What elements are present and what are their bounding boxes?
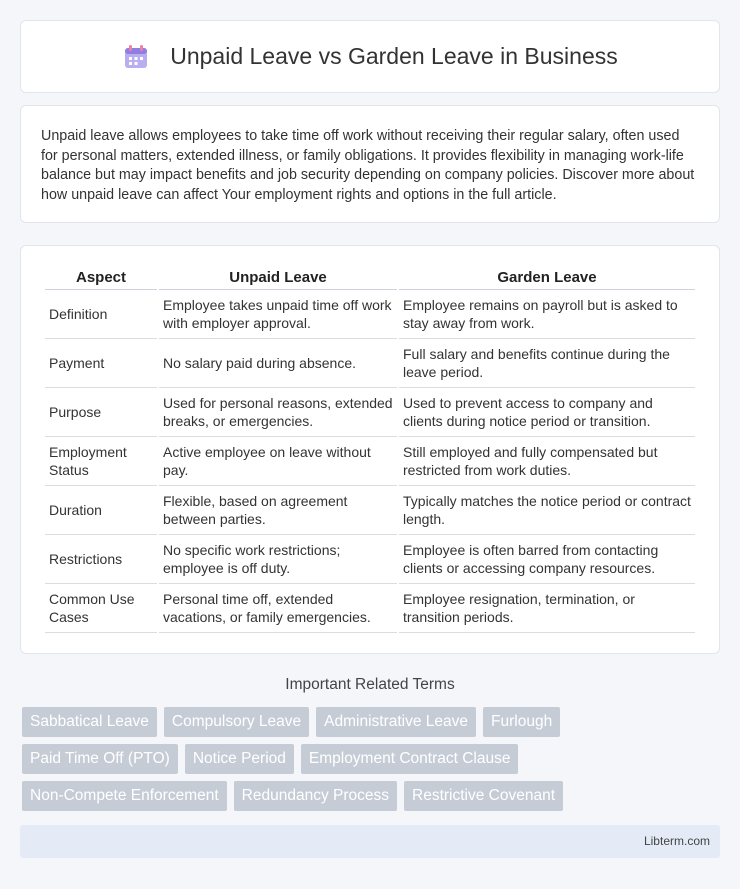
table-row <box>45 437 695 486</box>
table-row <box>45 388 695 437</box>
intro-text: Unpaid leave allows employees to take time off work without receiving their regular salary, often used for personal matters, extended illness, or family obligations. It provides flexibility in managing work-life balance but may impact benefits and job security depending on company policies. Discover more about how unpaid leave can affect Your employment rights and options in the full article. <box>41 128 695 203</box>
table-row <box>45 290 695 339</box>
aspect-cell: Purpose <box>45 388 157 437</box>
related-term-tag[interactable]: Furlough <box>483 707 560 737</box>
aspect-cell: Common Use Cases <box>45 584 157 633</box>
unpaid-leave-cell: Used for personal reasons, extended breaks, or emergencies. <box>159 388 397 437</box>
intro-card <box>20 105 720 223</box>
calendar-icon <box>122 43 150 71</box>
comparison-table <box>43 262 697 633</box>
header-unpaid-leave: Unpaid Leave <box>159 262 397 290</box>
table-header-row <box>45 262 695 290</box>
header-aspect: Aspect <box>45 262 157 290</box>
unpaid-leave-cell: Flexible, based on agreement between parties. <box>159 486 397 535</box>
garden-leave-cell: Typically matches the notice period or contract length. <box>399 486 695 535</box>
related-terms <box>22 707 722 818</box>
related-term-tag[interactable]: Paid Time Off (PTO) <box>22 744 178 774</box>
table-row <box>45 339 695 388</box>
related-term-tag[interactable]: Non-Compete Enforcement <box>22 781 227 811</box>
related-term-tag[interactable]: Employment Contract Clause <box>301 744 519 774</box>
table-row <box>45 486 695 535</box>
aspect-cell: Payment <box>45 339 157 388</box>
tag-row <box>22 744 722 774</box>
garden-leave-cell: Used to prevent access to company and clients during notice period or transition. <box>399 388 695 437</box>
related-term-tag[interactable]: Sabbatical Leave <box>22 707 157 737</box>
unpaid-leave-cell: Active employee on leave without pay. <box>159 437 397 486</box>
garden-leave-cell: Employee remains on payroll but is asked to stay away from work. <box>399 290 695 339</box>
related-term-tag[interactable]: Restrictive Covenant <box>404 781 563 811</box>
aspect-cell: Employment Status <box>45 437 157 486</box>
aspect-cell: Duration <box>45 486 157 535</box>
footer-site-link[interactable]: Libterm.com <box>643 834 710 848</box>
unpaid-leave-cell: No salary paid during absence. <box>159 339 397 388</box>
garden-leave-cell: Full salary and benefits continue during the leave period. <box>399 339 695 388</box>
related-term-tag[interactable]: Compulsory Leave <box>164 707 309 737</box>
garden-leave-cell: Still employed and fully compensated but restricted from work duties. <box>399 437 695 486</box>
table-row <box>45 535 695 584</box>
page-title: Unpaid Leave vs Garden Leave in Business <box>170 43 618 69</box>
table-row <box>45 584 695 633</box>
related-terms-title: Important Related Terms <box>285 676 455 693</box>
comparison-table-card <box>20 245 720 654</box>
garden-leave-cell: Employee is often barred from contacting clients or accessing company resources. <box>399 535 695 584</box>
footer <box>20 825 720 858</box>
garden-leave-cell: Employee resignation, termination, or transition periods. <box>399 584 695 633</box>
tag-row <box>22 781 722 811</box>
title-card <box>20 20 720 93</box>
header-garden-leave: Garden Leave <box>399 262 695 290</box>
unpaid-leave-cell: Personal time off, extended vacations, or family emergencies. <box>159 584 397 633</box>
unpaid-leave-cell: No specific work restrictions; employee is off duty. <box>159 535 397 584</box>
related-term-tag[interactable]: Redundancy Process <box>234 781 397 811</box>
aspect-cell: Restrictions <box>45 535 157 584</box>
tag-row <box>22 707 722 737</box>
related-term-tag[interactable]: Notice Period <box>185 744 294 774</box>
unpaid-leave-cell: Employee takes unpaid time off work with employer approval. <box>159 290 397 339</box>
related-term-tag[interactable]: Administrative Leave <box>316 707 476 737</box>
aspect-cell: Definition <box>45 290 157 339</box>
